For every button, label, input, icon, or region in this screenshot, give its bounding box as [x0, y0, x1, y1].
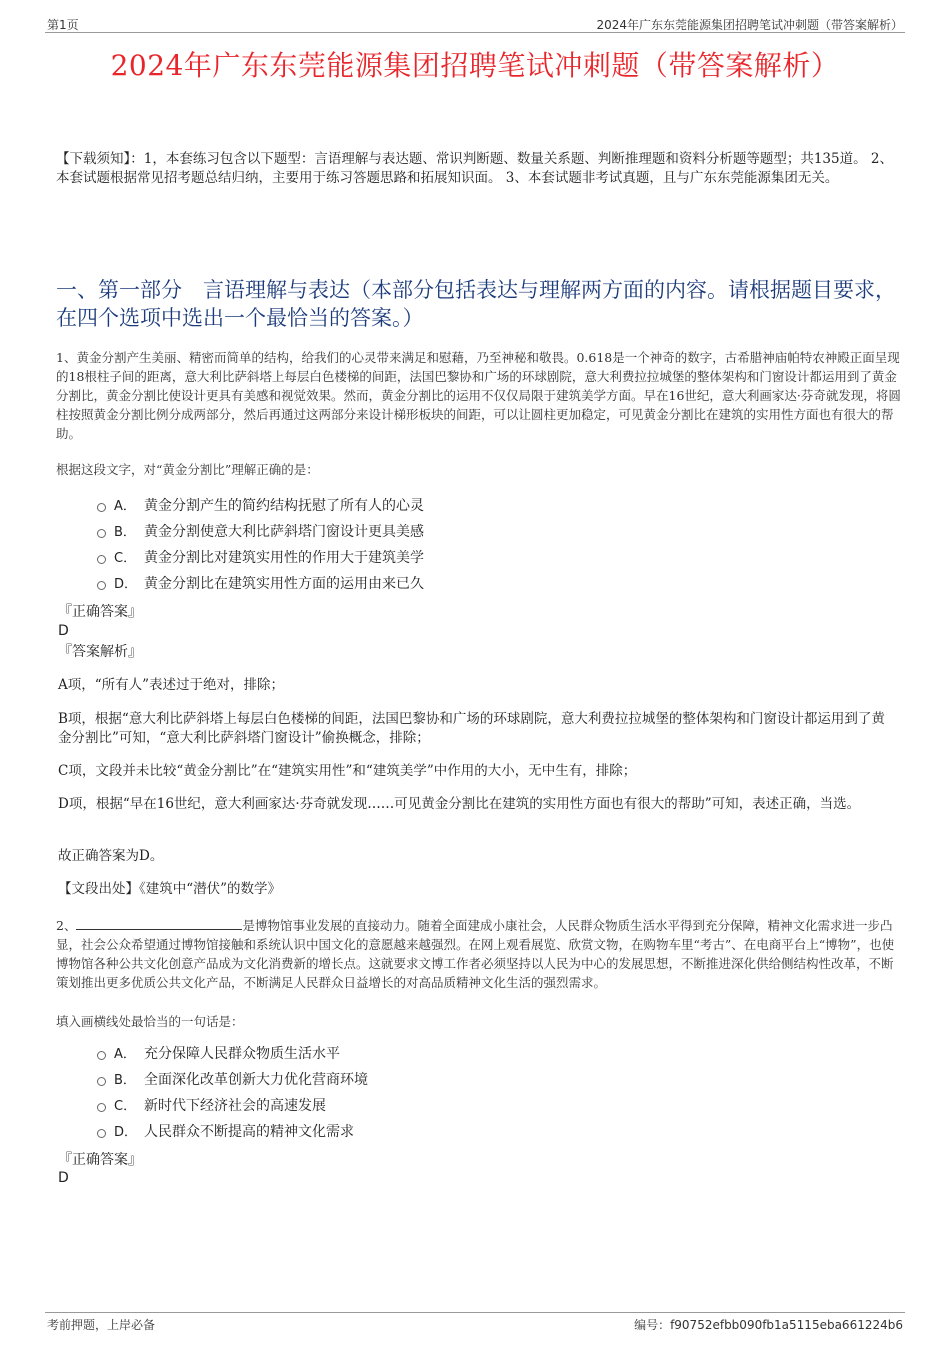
radio-icon[interactable]: [97, 581, 106, 590]
fill-blank-line: [76, 916, 242, 930]
q1-analysis-c: C项，文段并未比较“黄金分割比”在“建筑实用性”和“建筑美学”中作用的大小，无中生有，排除；: [58, 763, 637, 779]
radio-icon[interactable]: [97, 1077, 106, 1086]
radio-icon[interactable]: [97, 503, 106, 512]
q2-question: 填入画横线处最恰当的一句话是：: [56, 1014, 244, 1029]
page-footer: [45, 1312, 905, 1333]
page-number: 第1页: [47, 18, 79, 32]
footer-slogan: 考前押题，上岸必备: [47, 1318, 156, 1332]
radio-icon[interactable]: [97, 1103, 106, 1112]
q1-option-c[interactable]: C． 黄金分割比对建筑实用性的作用大于建筑美学: [97, 548, 424, 568]
q1-conclusion: 故正确答案为D。: [58, 848, 164, 864]
q1-analysis-b: B项，根据“意大利比萨斜塔上每层白色楼梯的间距，法国巴黎协和广场的环球剧院，意大利费拉拉城堡的整体架构和门窗设计都运用到了黄金分割比”可知，“意大利比萨斜塔门窗设计”偷换概念，排除；: [58, 711, 885, 746]
q1-question: 根据这段文字，对“黄金分割比”理解正确的是：: [56, 462, 319, 477]
q1-option-b[interactable]: B． 黄金分割使意大利比萨斜塔门窗设计更具美感: [97, 522, 424, 542]
header-doc-title: 2024年广东东莞能源集团招聘笔试冲刺题（带答案解析）: [596, 18, 903, 32]
q1-option-a[interactable]: A． 黄金分割产生的简约结构抚慰了所有人的心灵: [97, 496, 424, 516]
q2-passage: 2、 是博物馆事业发展的直接动力。随着全面建成小康社会，人民群众物质生活水平得到充分保障，精神文化需求进一步凸显，社会公众希望通过博物馆接触和系统认识中国文化的意愿越来越强烈。在网上观看展览、欣赏文物，在购物车里“考古”、在电商平台上“博物”，也使博物馆各种公共文化创意产品成为文化消费新的增长点。这就要求文博工作者必须坚持以人民为中心的发展思想，不断推进深化供给侧结构性改革，不断策划推出更多优质公共文化产品，不断满足人民群众日益增长的对高品质精神文化生活的强烈需求。: [56, 918, 895, 990]
q1-answer: D: [58, 623, 69, 639]
q2-option-c[interactable]: C． 新时代下经济社会的高速发展: [97, 1096, 326, 1116]
q2-option-a[interactable]: A． 充分保障人民群众物质生活水平: [97, 1044, 340, 1064]
q2-option-b[interactable]: B． 全面深化改革创新大力优化营商环境: [97, 1070, 368, 1090]
q1-answer-label: 『正确答案』: [58, 604, 142, 620]
section-heading: 一、第一部分 言语理解与表达（本部分包括表达与理解两方面的内容。请根据题目要求，在四个选项中选出一个最恰当的答案。）: [56, 278, 896, 330]
q1-analysis-label: 『答案解析』: [58, 644, 142, 660]
q1-source: 【文段出处】《建筑中“潜伏”的数学》: [58, 881, 282, 897]
download-notice: 【下载须知】：1，本套练习包含以下题型：言语理解与表达题、常识判断题、数量关系题、判断推理题和资料分析题等题型；共135道。 2、本套试题根据常见招考题总结归纳，主要用于练习答题思路和拓展知识面。 3、本套试题非考试真题，且与广东东莞能源集团无关。: [56, 151, 893, 186]
page-header: [45, 14, 905, 33]
footer-doc-id: 编号：f90752efbb090fb1a5115eba661224b6: [634, 1318, 903, 1332]
radio-icon[interactable]: [97, 555, 106, 564]
radio-icon[interactable]: [97, 529, 106, 538]
q2-option-d[interactable]: D． 人民群众不断提高的精神文化需求: [97, 1122, 354, 1142]
q2-answer-label: 『正确答案』: [58, 1152, 142, 1168]
q1-option-d[interactable]: D． 黄金分割比在建筑实用性方面的运用由来已久: [97, 574, 424, 594]
page-title: 2024年广东东莞能源集团招聘笔试冲刺题（带答案解析）: [110, 49, 840, 82]
q1-analysis-a: A项，“所有人”表述过于绝对，排除；: [58, 677, 285, 693]
radio-icon[interactable]: [97, 1051, 106, 1060]
q2-answer: D: [58, 1170, 69, 1186]
q1-passage: 1、黄金分割产生美丽、精密而简单的结构，给我们的心灵带来满足和慰藉，乃至神秘和敬畏。0.618是一个神奇的数字，古希腊神庙帕特农神殿正面呈现的18根柱子间的距离，意大利比萨斜塔上每层白色楼梯的间距，法国巴黎协和广场的环球剧院，意大利费拉拉城堡的整体架构和门窗设计都运用到了黄金分割比，黄金分割比使设计更具有美感和视觉效果。然而，黄金分割比的运用不仅仅局限于建筑美学方面。早在16世纪，意大利画家达·芬奇就发现，将圆柱按照黄金分割比例分成两部分，然后再通过这两部分来设计梯形板块的间距，可以让圆柱更加稳定，可见黄金分割比在建筑的实用性方面也有很大的帮助。: [56, 350, 901, 441]
q1-analysis-d: D项，根据“早在16世纪，意大利画家达·芬奇就发现……可见黄金分割比在建筑的实用性方面也有很大的帮助”可知，表述正确，当选。: [58, 796, 861, 812]
radio-icon[interactable]: [97, 1129, 106, 1138]
